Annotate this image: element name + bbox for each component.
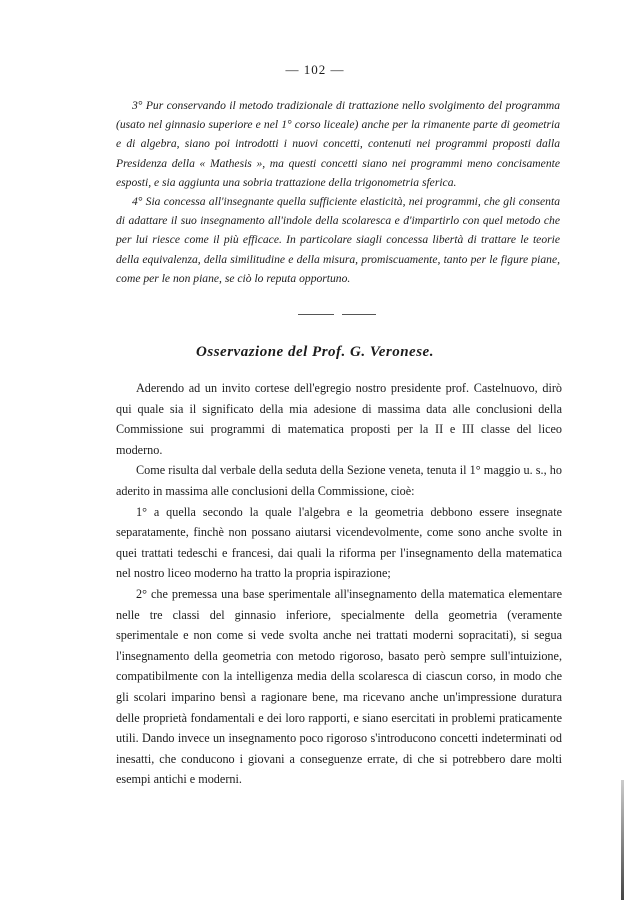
body-text <box>116 378 562 790</box>
divider-rule-left <box>298 314 334 315</box>
body-paragraph: Come risulta dal verbale della seduta della Sezione veneta, tenuta il 1° maggio u. s., ho aderito in massima alle conclusioni della Commissione, cioè: <box>116 463 562 498</box>
proposal-paragraph-4: 4° Sia concessa all'insegnante quella sufficiente elasticità, nei programmi, che gli consenta di adattare il suo insegnamento all'indole della scolaresca e d'impartirlo con quel metodo che per lui riesce come il più efficace. In particolare siagli concessa libertà di trattare le teorie della equivalenza, della similitudine e della misura, promiscuamente, tanto per le figure piane, come per le non piane, se ciò lo reputa opportuno. <box>116 195 560 285</box>
body-paragraph: Aderendo ad un invito cortese dell'egregio nostro presidente prof. Castelnuovo, dirò qui quale sia il significato della mia adesione di massima data alle conclusioni della Commissione sui programmi di matematica proposti per la II e III classe del liceo moderno. <box>116 381 562 457</box>
page-number: — 102 — <box>285 62 345 77</box>
divider-rule-right <box>342 314 376 315</box>
proposal-paragraph-3: 3° Pur conservando il metodo tradizionale di trattazione nello svolgimento del programma (usato nel ginnasio superiore e nel 1° corso liceale) anche per la rimanente parte di geometria e di algebra, siano poi introdotti i nuovi concetti, contenuti nei programmi proposti dalla Presidenza della « Mathesis », ma questi concetti siano nei programmi meno concisamente esposti, e sia aggiunta una sobria trattazione della trigonometria sferica. <box>116 99 560 189</box>
italic-proposals <box>116 96 560 288</box>
body-paragraph: 2° che premessa una base sperimentale all'insegnamento della matematica elementare nelle tre classi del ginnasio inferiore, specialmente della geometria (veramente sperimentale e non come si vede svolta anche nei trattati moderni sopracitati), si segua l'insegnamento della geometria con metodo rigoroso, basato però sempre sull'intuizione, compatibilmente con la intelligenza media della scolaresca di ciascun corso, in modo che gli scolari imparino bensì a ragionare bene, ma ricevano anche un'impressione duratura delle proprietà fondamentali e dei loro rapporti, e siano esercitati in problemi praticamente utili. Dando invece un insegnamento poco rigoroso s'introducono concetti indeterminati od inesatti, che conducono i giovani a conseguenze errate, di che si potrebbero dare molti esempi antichi e moderni. <box>116 586 562 787</box>
section-heading: Osservazione del Prof. G. Veronese. <box>196 344 434 360</box>
scan-edge-mark <box>621 780 624 900</box>
body-paragraph: 1° a quella secondo la quale l'algebra e la geometria debbono essere insegnate separatamente, finchè non possano aiutarsi vicendevolmente, come sono anche svolte in quei trattati tedeschi e francesi, dai quali la riforma per l'insegnamento della matematica nel nostro liceo moderno ha tratto la propria ispirazione; <box>116 504 562 581</box>
